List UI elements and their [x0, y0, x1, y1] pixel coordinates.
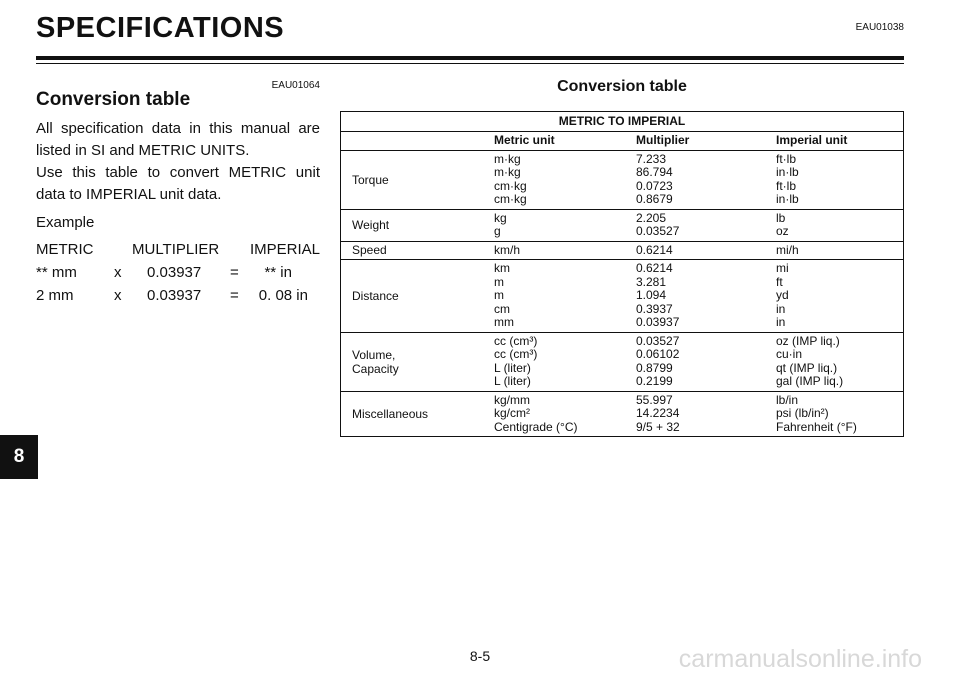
watermark: carmanualsonline.info [678, 645, 922, 673]
metric-cell: g [494, 224, 501, 238]
multiplier-cell: 55.997 [636, 392, 673, 407]
metric-cell: cc (cm³) [494, 333, 538, 348]
metric-cell: kg/cm² [494, 406, 530, 420]
multiplier-cell: 0.03527 [636, 333, 680, 348]
multiplier-cell: 0.6214 [636, 242, 673, 257]
imperial-cell: qt (IMP liq.) [776, 360, 838, 375]
imperial-cell: in·lb [776, 165, 799, 179]
example-col-metric: METRIC [36, 241, 94, 258]
multiplier-cell: 0.03937 [636, 315, 680, 329]
intro-text [36, 118, 320, 206]
group-torque [341, 150, 904, 209]
intro-paragraph-1: All specification data in this manual are listed in SI and METRIC UNITS. [36, 120, 320, 159]
example-equals: = [230, 287, 239, 304]
example-header-row [36, 241, 320, 263]
example-equals: = [230, 264, 239, 281]
multiplier-cell: 7.233 [636, 151, 667, 166]
table-row [341, 260, 904, 276]
multiplier-cell: 1.094 [636, 288, 667, 302]
category-cell: Miscellaneous [352, 407, 429, 421]
multiplier-cell: 0.0723 [636, 178, 673, 193]
metric-cell: m [494, 288, 504, 302]
table-title: METRIC TO IMPERIAL [341, 112, 904, 132]
multiplier-cell: 3.281 [636, 274, 667, 289]
conversion-table [340, 111, 904, 437]
metric-cell: cm·kg [494, 192, 527, 206]
imperial-cell: oz (IMP liq.) [776, 333, 840, 348]
example-times: x [114, 264, 122, 281]
multiplier-cell: 0.2199 [636, 374, 673, 388]
multiplier-cell: 9/5 + 32 [636, 419, 680, 434]
table-row [341, 209, 904, 225]
metric-cell: kg/mm [494, 392, 530, 407]
multiplier-cell: 0.06102 [636, 347, 680, 361]
metric-cell: kg [494, 210, 507, 225]
left-section-code: EAU01064 [271, 80, 320, 91]
group-miscellaneous [341, 391, 904, 437]
imperial-cell: mi [776, 261, 789, 275]
imperial-cell: cu·in [776, 347, 803, 361]
metric-cell: mm [494, 315, 514, 329]
category-cell: Volume, Capacity [352, 348, 399, 376]
imperial-cell: in [776, 315, 786, 329]
example-row [36, 264, 320, 286]
example-value: 2 mm [36, 287, 74, 304]
section-code: EAU01038 [855, 22, 904, 33]
group-speed [341, 241, 904, 260]
imperial-cell: yd [776, 288, 789, 302]
multiplier-cell: 0.6214 [636, 261, 673, 275]
example-result: 0. 08 in [258, 287, 308, 304]
imperial-cell: Fahrenheit (°F) [776, 419, 857, 434]
page-title: SPECIFICATIONS [36, 12, 285, 44]
imperial-cell: in·lb [776, 192, 799, 206]
example-row [36, 287, 320, 309]
metric-cell: m·kg [494, 165, 521, 179]
imperial-cell: mi/h [776, 242, 799, 257]
metric-cell: km [494, 261, 510, 275]
metric-cell: L (liter) [494, 374, 531, 388]
column-header-imperial: Imperial unit [776, 133, 848, 147]
category-cell: Weight [352, 218, 390, 233]
chapter-tab: 8 [0, 435, 38, 479]
multiplier-cell: 86.794 [636, 165, 673, 179]
category-cell: Distance [352, 289, 399, 303]
metric-cell: L (liter) [494, 360, 531, 375]
example-col-multiplier: MULTIPLIER [132, 241, 220, 258]
column-header-multiplier: Multiplier [636, 133, 690, 147]
metric-cell: cc (cm³) [494, 347, 538, 361]
table-row [341, 150, 904, 166]
table-row [341, 391, 904, 407]
example-factor: 0.03937 [147, 264, 202, 281]
table-row [341, 332, 904, 348]
table-row [341, 241, 904, 260]
imperial-cell: ft·lb [776, 151, 797, 166]
column-header-metric: Metric unit [494, 133, 555, 147]
multiplier-cell: 0.03527 [636, 224, 680, 238]
multiplier-cell: 0.8679 [636, 192, 673, 206]
example-factor: 0.03937 [147, 287, 202, 304]
metric-cell: Centigrade (°C) [494, 419, 578, 434]
header-rule-thick [36, 56, 904, 60]
imperial-cell: in [776, 301, 786, 316]
metric-cell: m [494, 274, 504, 289]
imperial-cell: gal (IMP liq.) [776, 374, 844, 388]
multiplier-cell: 0.3937 [636, 301, 673, 316]
multiplier-cell: 14.2234 [636, 406, 680, 420]
column-header-category [341, 132, 495, 151]
imperial-cell: ft·lb [776, 178, 797, 193]
example-result: ** in [264, 264, 292, 281]
group-distance [341, 260, 904, 333]
imperial-cell: oz [776, 224, 789, 238]
table-section-title: Conversion table [557, 78, 687, 95]
example-times: x [114, 287, 122, 304]
example-col-imperial: IMPERIAL [249, 241, 320, 258]
metric-cell: cm·kg [494, 178, 527, 193]
imperial-cell: psi (lb/in²) [776, 406, 829, 420]
multiplier-cell: 2.205 [636, 210, 667, 225]
example-label: Example [36, 214, 95, 231]
example-value: ** mm [36, 264, 77, 281]
metric-cell: km/h [494, 242, 521, 257]
table-column-headers [341, 132, 904, 151]
page-number: 8-5 [469, 648, 491, 664]
intro-paragraph-2: Use this table to convert METRIC unit data to IMPERIAL unit data. [36, 164, 320, 203]
metric-cell: m·kg [494, 151, 521, 166]
group-weight [341, 209, 904, 241]
imperial-cell: lb [776, 210, 786, 225]
imperial-cell: lb/in [776, 392, 799, 407]
metric-cell: cm [494, 301, 510, 316]
category-cell: Torque [352, 172, 389, 187]
group-volume-capacity [341, 332, 904, 391]
multiplier-cell: 0.8799 [636, 360, 673, 375]
category-cell: Speed [352, 242, 387, 257]
left-section-title: Conversion table [36, 89, 191, 110]
imperial-cell: ft [776, 274, 783, 289]
header-rule-thin [36, 63, 904, 64]
